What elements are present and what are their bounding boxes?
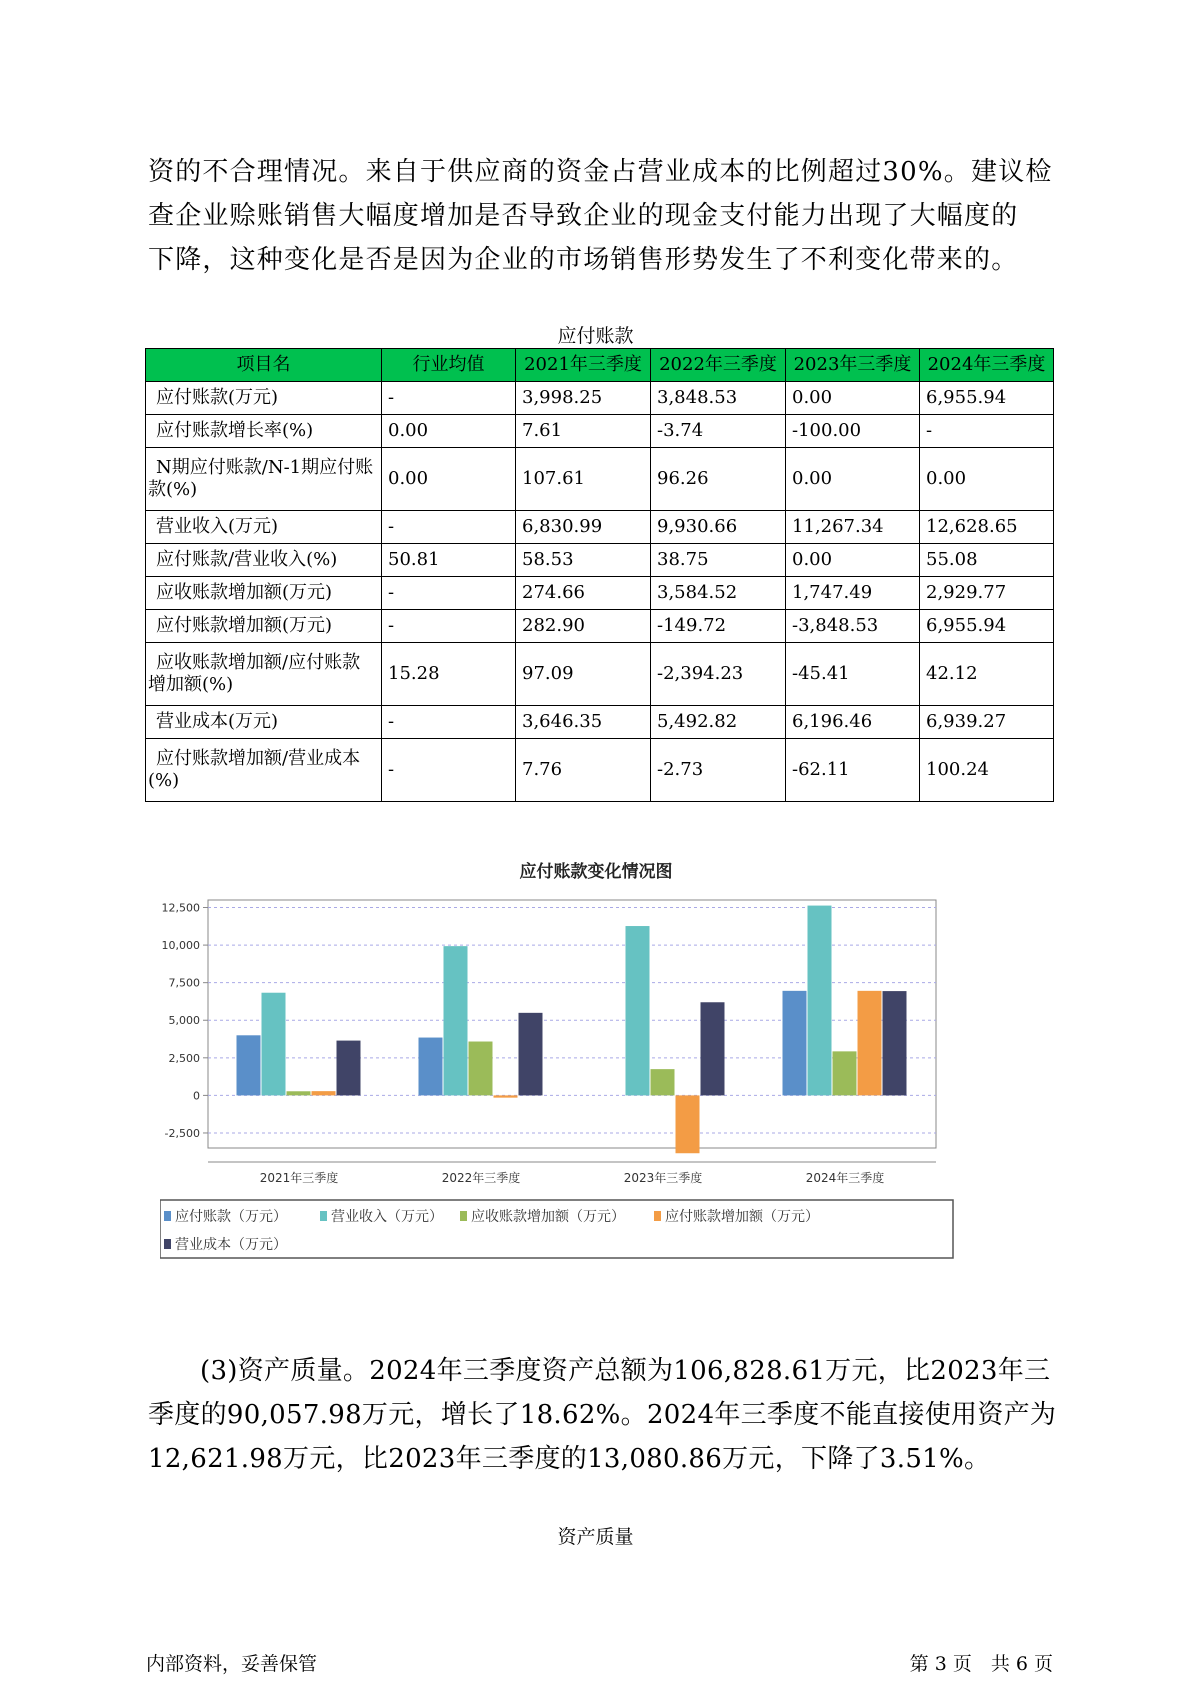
value-cell: -2.73 [651, 739, 786, 802]
table-row [146, 544, 1054, 577]
y-tick-label: 0 [193, 1089, 200, 1103]
table-row [146, 706, 1054, 739]
x-tick-label: 2021年三季度 [259, 1171, 339, 1185]
value-cell: 0.00 [382, 448, 516, 511]
payables-chart [160, 860, 1032, 1310]
bar [237, 1035, 261, 1095]
page-number: 第 3 页 共 6 页 [909, 1653, 1053, 1675]
value-cell: -45.41 [786, 643, 920, 706]
row-name-cell: 应收账款增加额(万元) [146, 577, 382, 610]
table-header-row [146, 349, 1054, 382]
value-cell: - [382, 382, 516, 415]
value-cell: 6,939.27 [920, 706, 1054, 739]
y-tick-label: 10,000 [161, 939, 200, 953]
asset-quality-paragraph [148, 1349, 1057, 1481]
table-row [146, 577, 1054, 610]
legend-label: 应付账款（万元） [175, 1209, 287, 1225]
bar [337, 1041, 361, 1096]
value-cell: 107.61 [516, 448, 651, 511]
row-name-cell: 应付账款/营业收入(%) [146, 544, 382, 577]
value-cell: 1,747.49 [786, 577, 920, 610]
value-cell: 6,955.94 [920, 382, 1054, 415]
value-cell: 3,848.53 [651, 382, 786, 415]
row-name-cell: 营业收入(万元) [146, 511, 382, 544]
value-cell: - [920, 415, 1054, 448]
value-cell: 7.61 [516, 415, 651, 448]
table-row [146, 448, 1054, 511]
bar [783, 991, 807, 1096]
row-name-cell: 应付账款增加额(万元) [146, 610, 382, 643]
value-cell: 15.28 [382, 643, 516, 706]
footer-note: 内部资料，妥善保管 [146, 1653, 318, 1675]
value-cell: 274.66 [516, 577, 651, 610]
header-cell: 2021年三季度 [516, 349, 651, 382]
value-cell: 2,929.77 [920, 577, 1054, 610]
paragraph-line: 季度的90,057.98万元，增长了18.62%。2024年三季度不能直接使用资产为 [148, 1400, 1057, 1430]
table-row [146, 610, 1054, 643]
bar [676, 1095, 700, 1153]
value-cell: 0.00 [786, 382, 920, 415]
bar [858, 991, 882, 1096]
paragraph-line: (3)资产质量。2024年三季度资产总额为106,828.61万元，比2023年三 [200, 1356, 1051, 1386]
table-row [146, 415, 1054, 448]
section-caption: 资产质量 [557, 1526, 634, 1548]
legend-label: 营业成本（万元） [175, 1237, 287, 1253]
value-cell: -3,848.53 [786, 610, 920, 643]
y-tick-label: 7,500 [168, 976, 200, 990]
y-tick-label: 2,500 [168, 1051, 200, 1065]
table-row [146, 643, 1054, 706]
value-cell: 38.75 [651, 544, 786, 577]
row-name-cell: 应付账款增加额/营业成本(%) [146, 739, 382, 802]
value-cell: 3,998.25 [516, 382, 651, 415]
header-cell: 2024年三季度 [920, 349, 1054, 382]
value-cell: -2,394.23 [651, 643, 786, 706]
intro-paragraph [148, 150, 1053, 282]
bar [626, 926, 650, 1095]
value-cell: - [382, 706, 516, 739]
value-cell: 42.12 [920, 643, 1054, 706]
value-cell: 7.76 [516, 739, 651, 802]
legend-label: 应收账款增加额（万元） [471, 1209, 625, 1225]
value-cell: 97.09 [516, 643, 651, 706]
value-cell: 3,584.52 [651, 577, 786, 610]
paragraph-line: 下降，这种变化是否是因为企业的市场销售形势发生了不利变化带来的。 [148, 245, 1019, 275]
payables-table [145, 348, 1054, 802]
legend-swatch [164, 1211, 171, 1221]
bar [651, 1069, 675, 1095]
row-name-cell: 应付账款增长率(%) [146, 415, 382, 448]
y-tick-label: 5,000 [168, 1014, 200, 1028]
value-cell: 9,930.66 [651, 511, 786, 544]
bar [469, 1042, 493, 1096]
table-row [146, 511, 1054, 544]
legend-swatch [164, 1239, 171, 1249]
table-caption: 应付账款 [557, 325, 634, 347]
value-cell: 6,955.94 [920, 610, 1054, 643]
row-name-cell: 应付账款(万元) [146, 382, 382, 415]
legend-label: 应付账款增加额（万元） [665, 1209, 819, 1225]
header-cell: 行业均值 [382, 349, 516, 382]
legend-label: 营业收入（万元） [331, 1209, 443, 1225]
paragraph-line: 查企业赊账销售大幅度增加是否导致企业的现金支付能力出现了大幅度的 [148, 201, 1019, 231]
header-cell: 2023年三季度 [786, 349, 920, 382]
value-cell: 0.00 [786, 544, 920, 577]
value-cell: 282.90 [516, 610, 651, 643]
value-cell: -62.11 [786, 739, 920, 802]
value-cell: -100.00 [786, 415, 920, 448]
x-tick-label: 2023年三季度 [623, 1171, 703, 1185]
legend-swatch [654, 1211, 661, 1221]
value-cell: 5,492.82 [651, 706, 786, 739]
row-name-cell: 营业成本(万元) [146, 706, 382, 739]
value-cell: - [382, 739, 516, 802]
value-cell: 3,646.35 [516, 706, 651, 739]
row-name-cell: 应收账款增加额/应付账款增加额(%) [146, 643, 382, 706]
header-cell: 项目名 [146, 349, 382, 382]
bar [883, 991, 907, 1095]
table-row [146, 382, 1054, 415]
value-cell: 11,267.34 [786, 511, 920, 544]
bar [312, 1091, 336, 1095]
table-row [146, 739, 1054, 802]
value-cell: 12,628.65 [920, 511, 1054, 544]
value-cell: - [382, 610, 516, 643]
value-cell: -3.74 [651, 415, 786, 448]
value-cell: 0.00 [920, 448, 1054, 511]
value-cell: 6,830.99 [516, 511, 651, 544]
paragraph-line: 资的不合理情况。来自于供应商的资金占营业成本的比例超过30%。建议检 [148, 157, 1053, 187]
bar [494, 1095, 518, 1097]
value-cell: 58.53 [516, 544, 651, 577]
row-name-cell: N期应付账款/N-1期应付账款(%) [146, 448, 382, 511]
bar [262, 993, 286, 1096]
header-cell: 2022年三季度 [651, 349, 786, 382]
value-cell: - [382, 511, 516, 544]
value-cell: - [382, 577, 516, 610]
chart-title: 应付账款变化情况图 [519, 862, 673, 882]
value-cell: 55.08 [920, 544, 1054, 577]
bar [833, 1051, 857, 1095]
x-tick-label: 2022年三季度 [441, 1171, 521, 1185]
legend-swatch [460, 1211, 467, 1221]
value-cell: 50.81 [382, 544, 516, 577]
bar [287, 1091, 311, 1095]
paragraph-line: 12,621.98万元，比2023年三季度的13,080.86万元，下降了3.51%。 [148, 1444, 991, 1474]
y-tick-label: -2,500 [164, 1126, 200, 1140]
value-cell: 96.26 [651, 448, 786, 511]
value-cell: 6,196.46 [786, 706, 920, 739]
bar [444, 946, 468, 1095]
x-tick-label: 2024年三季度 [805, 1171, 885, 1185]
value-cell: 0.00 [786, 448, 920, 511]
y-tick-label: 12,500 [161, 901, 200, 915]
bar [808, 906, 832, 1096]
bar [419, 1038, 443, 1096]
value-cell: 0.00 [382, 415, 516, 448]
value-cell: 100.24 [920, 739, 1054, 802]
legend-swatch [320, 1211, 327, 1221]
value-cell: -149.72 [651, 610, 786, 643]
bar [519, 1013, 543, 1096]
bar [701, 1002, 725, 1095]
